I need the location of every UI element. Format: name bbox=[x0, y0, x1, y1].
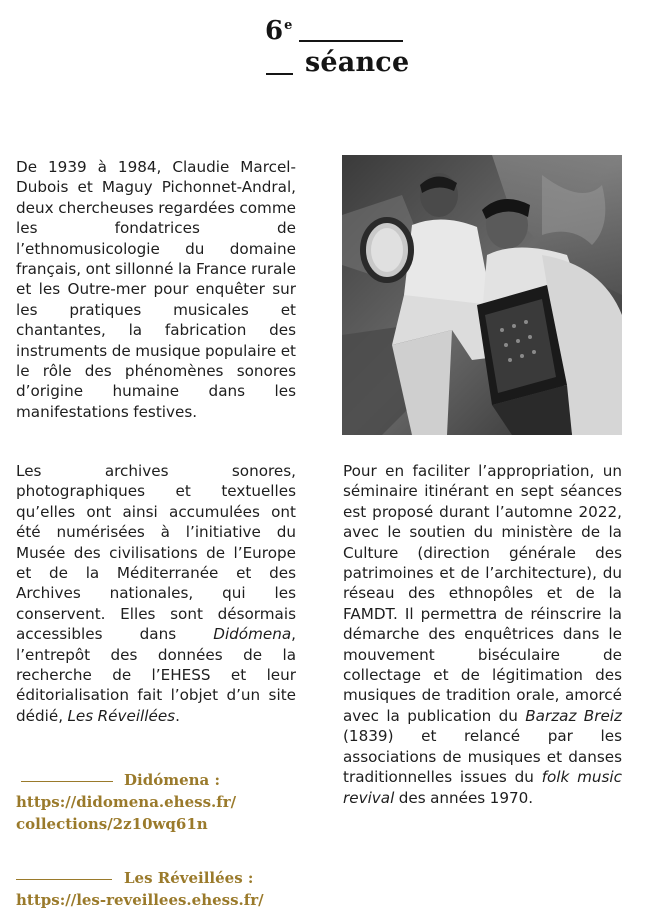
les-reveillees-link[interactable]: https://les-reveillees.ehess.fr/ bbox=[16, 891, 264, 909]
title-rule-bottom bbox=[266, 73, 293, 75]
reference-rule bbox=[21, 781, 113, 782]
archive-photo-illustration bbox=[342, 155, 622, 435]
les-reveillees-italic: Les Réveillées bbox=[67, 706, 176, 725]
session-number: 6e bbox=[265, 16, 293, 46]
didomena-italic: Didómena bbox=[213, 625, 292, 644]
session-number-superscript: e bbox=[284, 18, 293, 33]
didomena-link-line-2[interactable]: collections/2z10wq61n bbox=[16, 815, 208, 833]
archive-photo bbox=[342, 155, 622, 435]
session-title-word: séance bbox=[305, 47, 410, 78]
archives-paragraph: Les archives sonores, photographiques et textuelles qu’elles ont ainsi accumulées ont été numérisées à l’initiative du Musée des civilisations de l’Europe et de la Méditerranée et des Archives nationales, qui les conservent. Elles sont désormais accessibles dans Didómena, l’entrepôt des données de la recherche de l’EHESS et leur éditorialisation fait l’objet d’un site dédié, Les Réveillées. bbox=[16, 462, 296, 725]
intro-paragraph: De 1939 à 1984, Claudie Marcel-Dubois et Maguy Pichonnet-Andral, deux chercheuses regardées comme les fondatrices de l’ethnomusicologie du domaine français, ont sillonné la France rurale et les Outre-mer pour enquêter sur les pratiques musicales et chantantes, la fabrication des instruments de musique populaire et le rôle des phénomènes sonores d’origine humaine dans les manifestations festives. bbox=[16, 158, 296, 421]
title-rule-top bbox=[299, 40, 403, 42]
reference-les-reveillees bbox=[16, 868, 316, 914]
reference-label: Didómena : bbox=[124, 771, 220, 789]
reference-didomena bbox=[16, 770, 316, 840]
didomena-link-line-1[interactable]: https://didomena.ehess.fr/ bbox=[16, 793, 237, 811]
reference-rule bbox=[16, 879, 112, 880]
reference-label: Les Réveillées : bbox=[124, 869, 254, 887]
barzaz-breiz-italic: Barzaz Breiz bbox=[525, 706, 622, 725]
folk-music-revival-italic: folk music revival bbox=[343, 768, 622, 807]
seminar-paragraph: Pour en faciliter l’appropriation, un séminaire itinérant en sept séances est proposé durant l’automne 2022, avec le soutien du ministère de la Culture (direction générale des patrimoines et de l’architecture), du réseau des ethnopôles et de la FAMDT. Il permettra de réinscrire la démarche des enquêtrices dans le mouvement biséculaire de collectage et de légitimation des musiques de tradition orale, amorcé avec la publication du Barzaz Breiz (1839) et relancé par les associations de musiques et danses traditionnelles issues du folk music revival des années 1970. bbox=[343, 462, 622, 807]
